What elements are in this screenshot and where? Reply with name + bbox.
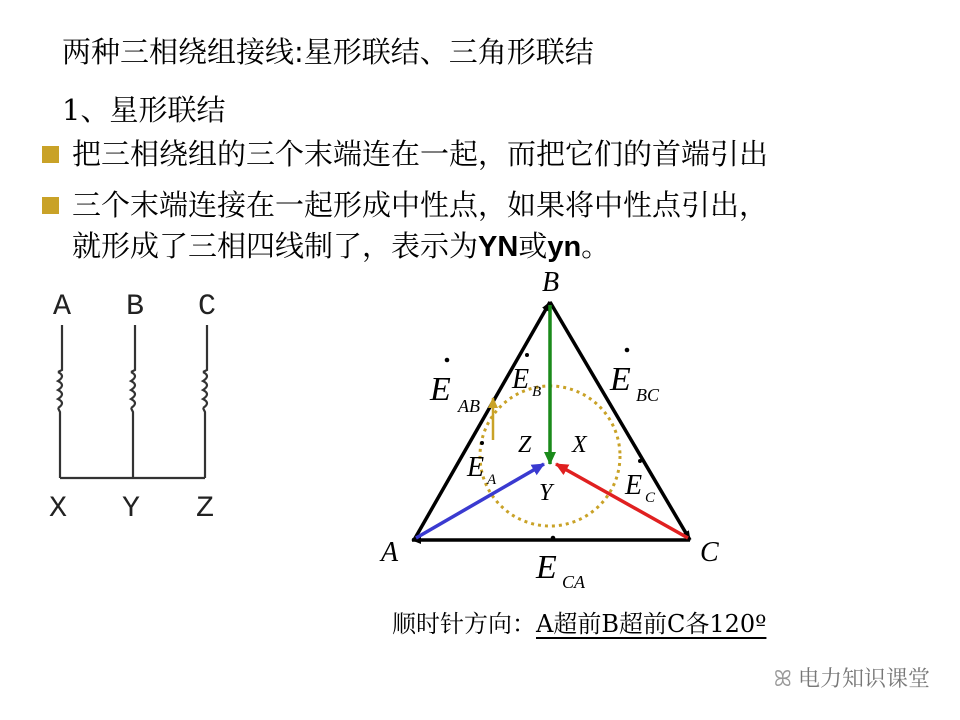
svg-text:E: E [610,361,631,398]
winding-a [58,325,62,478]
winding-label-z: Z [195,492,215,526]
neutral-label-x: X [572,432,587,458]
svg-text:BC: BC [636,385,660,405]
svg-text:E: E [625,470,643,501]
svg-text:AB: AB [458,396,480,416]
section-heading: 1、星形联结 [62,93,226,127]
vertex-b-label: B [542,267,560,298]
svg-text:B: B [532,384,542,400]
vertex-a-label: A [381,537,399,568]
watermark-text: 电力知识课堂 [797,667,930,692]
label-e-a [466,441,497,488]
page-title: 两种三相绕组接线:星形联结、三角形联结 [62,35,594,69]
svg-text:E: E [467,452,485,483]
caption-text: A超前B超前C各120º [536,610,767,638]
label-e-ab [429,358,480,416]
svg-text:E: E [536,549,557,586]
side-bc [550,302,690,540]
neutral-label-y: Y [539,480,553,506]
bullet-1: 把三相绕组的三个末端连在一起，而把它们的首端引出 [72,137,769,171]
phase-sequence-caption [392,604,766,639]
yn-lower: yn [547,231,582,263]
winding-c [203,325,207,478]
vertex-c-label: C [700,537,719,568]
winding-label-c: C [197,290,217,324]
bullet-2: 三个末端连接在一起形成中性点，如果将中性点引出， [72,188,769,222]
label-e-ca [535,536,586,592]
winding-label-x: X [48,492,68,526]
label-e-c [624,459,656,506]
winding-label-b: B [125,290,145,324]
svg-text:CA: CA [562,572,586,592]
winding-label-a: A [52,290,72,324]
label-e-bc [609,348,660,405]
end-punct: 。 [581,229,611,263]
winding-b [131,325,135,478]
neutral-label-z: Z [518,432,532,458]
svg-text:A: A [487,472,497,488]
svg-text:C: C [645,490,656,506]
wechat-icon: ꕤ [773,667,792,692]
winding-label-y: Y [121,492,141,526]
or-text: 或 [518,229,548,263]
watermark [774,662,930,693]
svg-text:E: E [512,364,530,395]
svg-text:E: E [430,371,451,408]
side-ab [414,302,550,540]
bullet-2-text: 就形成了三相四线制了，表示为 [72,229,479,263]
caption-prefix: 顺时针方向： [392,610,536,638]
yn-upper: YN [478,231,519,263]
